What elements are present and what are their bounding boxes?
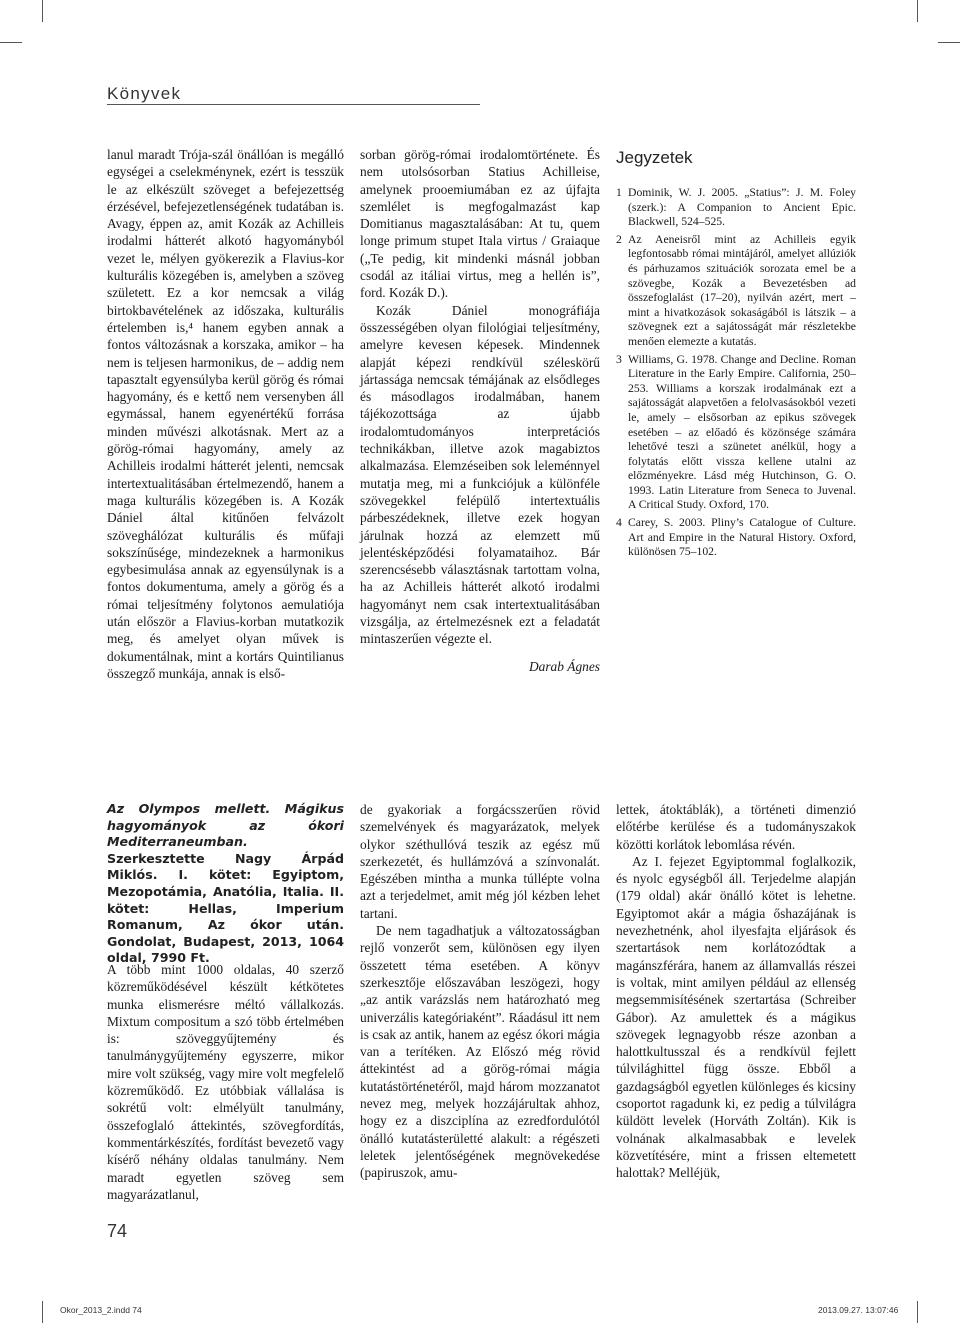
crop-mark (0, 42, 22, 43)
review-title-book: Az Olympos mellett. Mágikus hagyományok az ókori Mediterraneumban. (107, 801, 344, 850)
crop-mark (917, 1301, 918, 1323)
note-number: 3 (616, 352, 622, 366)
article-column-1 (107, 146, 344, 682)
crop-mark (42, 1301, 43, 1323)
header-rule (107, 104, 480, 105)
note-item (616, 353, 856, 514)
note-number: 2 (616, 232, 622, 246)
review-paragraph: A több mint 1000 oldalas, 40 szerző közreműködésével készült kétkötetes munka elismerésre méltó vállalkozás. Mixtum compositum a szó több értelmében is: szöveggyűjtemény és tanulmánygyűjtemény egyszerre, mikor mire volt szükség, vagy mire volt megfelelő közreműködő. Ez utóbbiak vállalása is sokrétű volt: elmélyült tanulmány, összefoglaló áttekintés, szövegfordítás, kommentárkészítés, fordítást bevezető vagy kísérő néhány oldalas tanulmány. Nem maradt egyetlen szöveg sem magyarázatlanul, (107, 962, 344, 1202)
note-text: Carey, S. 2003. Pliny’s Catalogue of Culture. Art and Empire in the Natural History. Oxford, különösen 75–102. (628, 516, 856, 559)
article-paragraph: Kozák Dániel monográfiája összességében olyan filológiai teljesítmény, amelyre kevesen képesek. Mindennek alapját képezi rendkívül széleskörű jártassága nemcsak témájának az elsődleges és másodlagos irodalmában, hanem tájékozottsága az újabb irodalomtudományos interpretációs technikákban, illetve azok magabiztos alkalmazása. Elemzéseiben sok leleménnyel mutatja meg, mi a funkciójuk a különféle szövegekkel felépülő intertextuális párbeszédeknek, illetve ezek hogyan járulnak hozzá az elemzett mű jelentésképződési folyamataihoz. Bár szerencsésebb választásnak tartottam volna, ha az Achilleis hátterét alkotó irodalmi hagyományt nem csak intertextualitásában vizsgálja, az értelmezésnek ezt a feladatát mintaszerűen végezte el. (360, 302, 600, 647)
page-number: 74 (107, 1221, 128, 1241)
review-column-2 (360, 801, 600, 1182)
section-header: Könyvek (107, 84, 182, 103)
review-title-details: Szerkesztette Nagy Árpád Miklós. I. kötet: Egyiptom, Mezopotámia, Anatólia, Italia. II. kötet: Hellas, Imperium Romanum, Az ókor után. Gondolat, Budapest, 2013, 1064 oldal, 7990 Ft. (107, 850, 344, 966)
note-item (616, 516, 856, 560)
review-title (107, 801, 344, 967)
article-paragraph: lanul maradt Trója-szál önállóan is megálló egységei a cselekménynek, ezért is tesszük le az elkészült szöveget a befejezettség érzésével, befejezetlenségének tudatában is. Avagy, éppen az, amit Kozák az Achilleis irodalmi hátterét alkotó hagyományból vezet le, mélyen gyökerezik a Flavius-kor kulturális közegében is, amelyben a szöveg született. Ez a kor nemcsak a világ birtokbavételének az időszaka, kulturális értelemben is,⁴ hanem egyben annak a fontos változásnak a korszaka, amikor – ha nem is teljesen harmonikus, de – addig nem tapasztalt egyensúlyba kerül görög és római hagyomány, és e kettő nem versenyben áll egymással, hanem egyenértékű forrása minden művészi alkotásnak. Mert az a görög-római hagyomány, amely az Achilleis irodalmi hátterét jelenti, nemcsak intertextualitásában értelmezendő, hanem a maga kulturális közegében is. A Kozák Dániel által kitűnően felvázolt szöveghálózat kulturális és műfaji sokszínűsége, mindezeknek a harmonikus egybesimulása annak az egyensúlynak is a fontos dokumentuma, amely a görög és a római teljesítmény folytonos aemulatiója után először a Flavius-korban mutatkozik meg, és amelyet olyan művek is dokumentálnak, mint a kortárs Quintilianus összegző munkája, annak is első- (107, 147, 344, 681)
review-paragraph: Az I. fejezet Egyiptommal foglalkozik, és nyolc egységből áll. Terjedelme alapján (179 oldal) akár önálló kötet is lehetne. Egyiptomot akár a mágia őshazájának is nevezhetnénk, ahol ilyesfajta eljárások és szertartások nem korlátozódtak a magánszférára, hanem az államvallás részei is voltak, mint amilyen például az ellenség megsemmisítésének szertartása (Schreiber Gábor). Az amulettek és a mágikus szövegek legnagyobb része azonban a halottkultusszal és a rendkívül fejlett túlvilághittel függ össze. Ebből a gazdagságból egyetlen különleges és kicsiny csoportot ragadunk ki, ez pedig a túlvilágra küldött levelek (Horváth Zoltán). Kik is volnának alkalmasabbak e levelek közvetítésére, mint a frissen eltemetett halottak? Melléjük, (616, 853, 856, 1181)
note-text: Dominik, W. J. 2005. „Statius”: J. M. Foley (szerk.): A Companion to Ancient Epic. Blackwell, 524–525. (628, 186, 856, 229)
author-signature: Darab Ágnes (528, 659, 600, 674)
note-item (616, 186, 856, 230)
note-number: 4 (616, 516, 622, 530)
crop-mark (938, 42, 960, 43)
note-text: Williams, G. 1978. Change and Decline. Roman Literature in the Early Empire. California, 250–253. Williams a korszak irodalmának ezt a sajátosságát alapvetően a felolvasásokból vezeti le, amely – elsősorban az epikus szövegek esetében – az előadó és közönsége számára lehetővé teszi a szünetet anélkül, hogy a folytatás előtt vissza kellene utalni az előzményekre. Lásd még Hutchinson, G. O. 1993. Latin Literature from Seneca to Juvenal. A Critical Study. Oxford, 170. (628, 352, 856, 512)
note-number: 1 (616, 186, 622, 199)
review-paragraph: lettek, átoktáblák), a történeti dimenzió előtérbe kerülése és a tudományszakok közötti korlátok lebomlása révén. (616, 802, 856, 852)
notes-list (616, 186, 856, 563)
article-paragraph: sorban görög-római irodalomtörténete. És nem utolsósorban Statius Achilleise, amelynek prooemiumában ez az újfajta szemlélet is megfogalmazást kap Domitianus magasztalásában: At tu, quem longe primum stupet Itala virtus / Graiaque („Te pedig, kit mindenki másnál jobban csodál az itáliai virtus, meg a hellén is”, ford. Kozák D.). (360, 147, 600, 301)
notes-heading: Jegyzetek (616, 148, 693, 167)
review-paragraph: De nem tagadhatjuk a változatosságban rejlő vonzerőt sem, különösen egy ilyen összetett téma esetében. A könyv szerkesztője előszavában leszögezi, hogy „az antik varázslás nem határozható meg univerzális kategóriaként”. Ráadásul itt nem is csak az antik, hanem az egész ókori mágia van a terítéken. Az Előszó még rövid áttekintést ad a görög-római mágia kutatástörténetéről, majd három mozzanatot nevez meg, melyek hozzájárultak ahhoz, hogy ez a diszciplína az ezredfordulótól önálló kutatásterületté alakult: a régészeti leletek jelentőségének megnövekedése (papiruszok, amu- (360, 923, 600, 1181)
article-column-2 (360, 146, 600, 648)
footer-timestamp: 2013.09.27. 13:07:46 (818, 1305, 899, 1315)
review-column-1 (107, 961, 344, 1203)
footer-file: Okor_2013_2.indd 74 (60, 1305, 142, 1315)
review-paragraph: de gyakoriak a forgácsszerűen rövid szemelvények és magyarázatok, melyek olykor széthullóvá teszik az egész mű szerkezetét, és hullámzóvá a színvonalát. Egészében mintha a munka túllépte volna azt a terjedelmet, amit még jól kézben lehet tartani. (360, 802, 600, 921)
note-text: Az Aeneisről mint az Achilleis egyik legfontosabb római mintájáról, amelyet allúziók és párhuzamos szituációk sorozata emel be a szövegbe, Kozák a Bevezetésben ad összefoglalást (17–20), nyilván azért, mert – mint a hivatkozások sokaságából is látszik – a szövegnek ezt a sajátosságát már részletekbe menően elemezte a kutatás. (628, 232, 856, 348)
crop-mark (42, 0, 43, 22)
crop-mark (917, 0, 918, 22)
note-item (616, 233, 856, 350)
review-column-3 (616, 801, 856, 1182)
